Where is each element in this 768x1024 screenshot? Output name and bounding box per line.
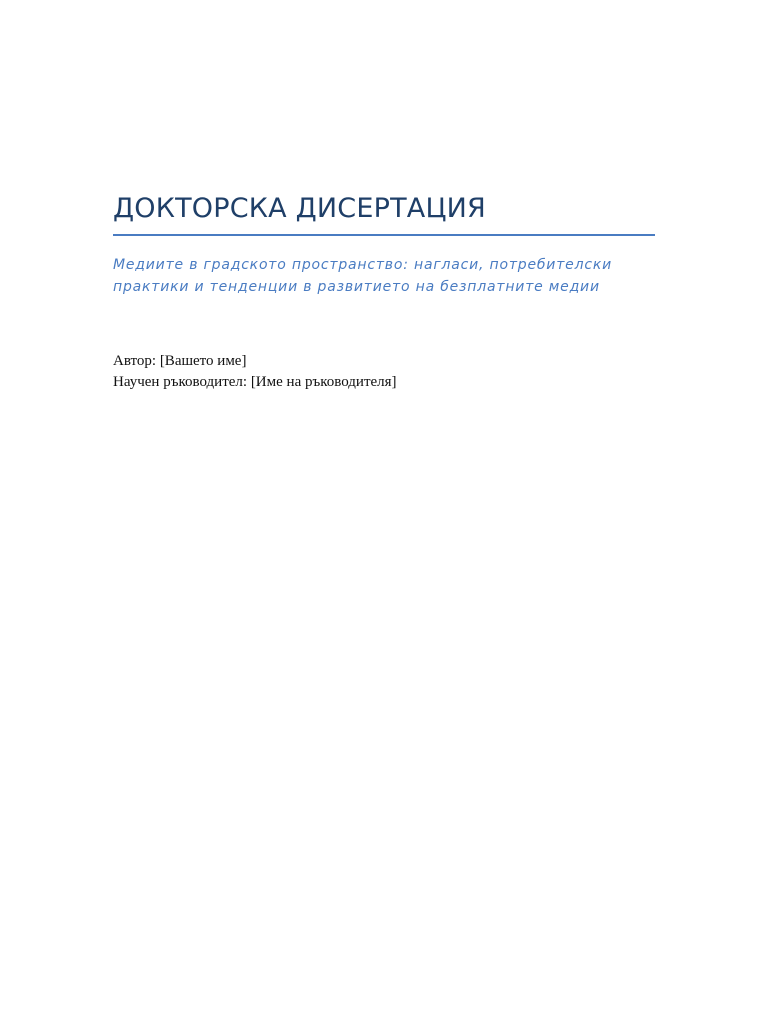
document-subtitle [113,254,653,298]
title-underline-rule [113,234,655,236]
subtitle-line-2: практики и тенденции в развитието на безплатните медии [113,279,600,295]
subtitle-line-1: Медиите в градското пространство: нагласи, потребителски [113,257,612,273]
supervisor-line: Научен ръководител: [Име на ръководителя] [113,374,397,390]
author-line: Автор: [Вашето име] [113,353,247,369]
document-title: ДОКТОРСКА ДИСЕРТАЦИЯ [113,193,486,224]
author-info-block [113,351,653,393]
